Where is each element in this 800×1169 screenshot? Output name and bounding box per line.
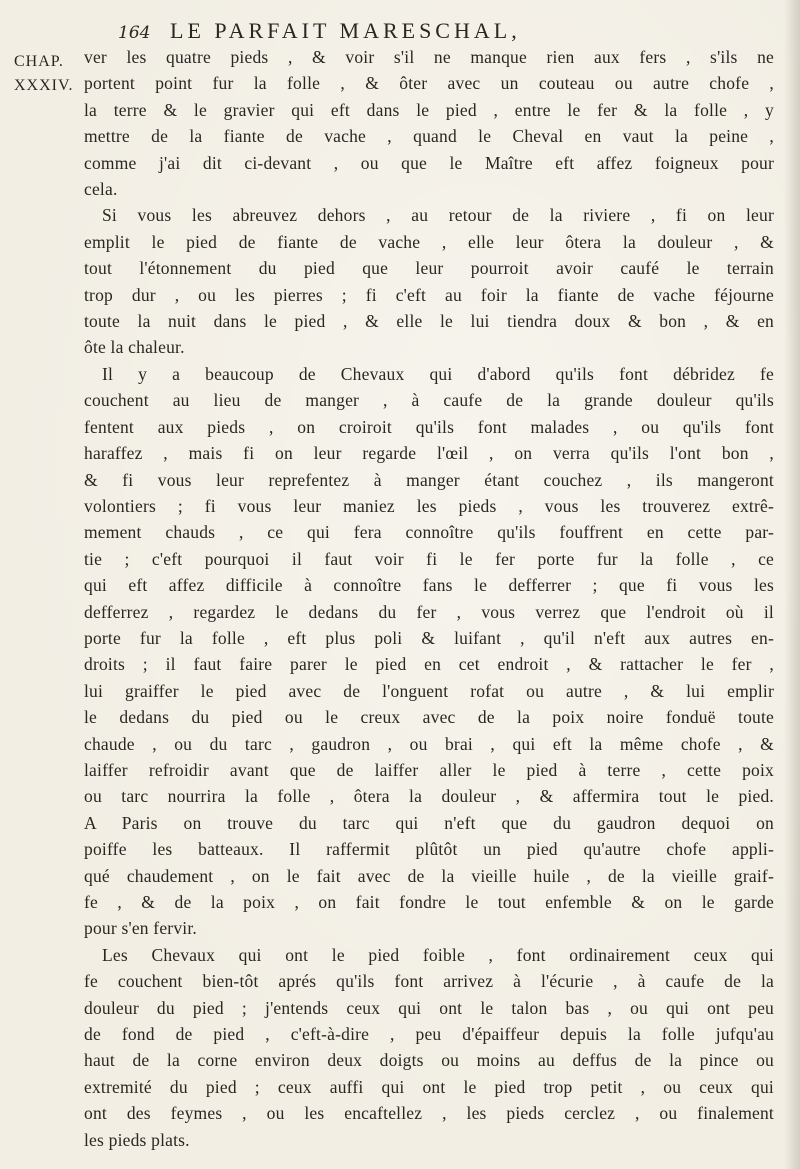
text-line: les pieds plats. xyxy=(84,1129,190,1150)
text-line: haraffez , mais fi on leur regarde l'œil , on verra qu'ils l'ont bon , xyxy=(84,443,774,464)
text-line: mement chauds , ce qui fera connoître qu'ils fouffrent en cette par- xyxy=(84,522,774,543)
text-line: fentent aux pieds , on croiroit qu'ils font malades , ou qu'ils font xyxy=(84,416,774,437)
text-line: ôte la chaleur. xyxy=(84,337,185,358)
page-edge-shadow xyxy=(784,0,800,1169)
text-line: volontiers ; fi vous leur maniez les pieds , vous les trouverez extrê- xyxy=(84,495,774,516)
text-line: trop dur , ou les pierres ; fi c'eft au foir la fiante de vache féjourne xyxy=(84,284,774,305)
text-line: toute la nuit dans le pied , & elle le lui tiendra doux & bon , & en xyxy=(84,311,774,332)
paragraph xyxy=(84,942,774,1153)
text-line: Si vous les abreuvez dehors , au retour de la riviere , fi on leur xyxy=(102,205,774,226)
text-line: droits ; il faut faire parer le pied en cet endroit , & rattacher le fer , xyxy=(84,654,774,675)
page-number: 164 xyxy=(118,23,151,43)
text-line: laiffer refroidir avant que de laiffer aller le pied à terre , cette poix xyxy=(84,759,774,780)
chapter-number: XXXIV. xyxy=(14,77,74,94)
text-line: la terre & le gravier qui eft dans le pied , entre le fer & la folle , y xyxy=(84,99,774,120)
text-line: haut de la corne environ deux doigts ou moins au deffus de la pince ou xyxy=(84,1050,774,1071)
chapter-label: CHAP. xyxy=(14,53,64,70)
chapter-margin-note xyxy=(14,50,74,98)
text-line: tie ; c'eft pourquoi il faut voir fi le fer porte fur la folle , ce xyxy=(84,548,774,569)
text-line: fe , & de la poix , on fait fondre le tout enfemble & on le garde xyxy=(84,892,774,912)
paragraph xyxy=(84,202,774,360)
text-line: A Paris on trouve du tarc qui n'eft que du gaudron dequoi on xyxy=(84,812,774,833)
text-line: le dedans du pied ou le creux avec de la poix noire fonduë toute xyxy=(84,707,774,728)
text-line: ou tarc nourrira la folle , ôtera la douleur , & affermira tout le pied. xyxy=(84,786,774,807)
text-line: poiffe les batteaux. Il raffermit plûtôt un pied qu'autre chofe appli- xyxy=(84,839,774,860)
text-line: defferrez , regardez le dedans du fer , vous verrez que l'endroit où il xyxy=(84,601,774,622)
text-line: pour s'en fervir. xyxy=(84,918,197,939)
text-line: de fond de pied , c'eft-à-dire , peu d'épaiffeur depuis la folle jufqu'au xyxy=(84,1024,774,1045)
text-line: ver les quatre pieds , & voir s'il ne manque rien aux fers , s'ils ne xyxy=(84,47,774,67)
text-line: chaude , ou du tarc , gaudron , ou brai , qui eft la même chofe , & xyxy=(84,733,774,754)
text-line: qui eft affez difficile à connoître fans le defferrer ; que fi vous les xyxy=(84,575,774,596)
running-title: LE PARFAIT MARESCHAL, xyxy=(170,18,521,43)
text-line: extremité du pied ; ceux auffi qui ont le pied trop petit , ou ceux qui xyxy=(84,1076,774,1097)
paragraph xyxy=(84,361,774,942)
text-line: & fi vous leur reprefentez à manger étant couchez , ils mangeront xyxy=(84,469,774,490)
text-line: cela. xyxy=(84,179,118,200)
text-line: ont des feymes , ou les encaftellez , les pieds cerclez , ou finalement xyxy=(84,1103,774,1124)
text-line: emplit le pied de fiante de vache , elle leur ôtera la douleur , & xyxy=(84,231,774,252)
text-line: mettre de la fiante de vache , quand le Cheval en vaut la peine , xyxy=(84,126,774,147)
text-line: qué chaudement , on le fait avec de la vieille huile , de la vieille graif- xyxy=(84,865,774,886)
text-line: Il y a beaucoup de Chevaux qui d'abord qu'ils font débridez fe xyxy=(102,363,774,384)
text-line: douleur du pied ; j'entends ceux qui ont le talon bas , ou qui ont peu xyxy=(84,997,774,1018)
paragraph xyxy=(84,44,774,202)
text-line: lui graiffer le pied avec de l'onguent rofat ou autre , & lui emplir xyxy=(84,680,774,701)
text-line: Les Chevaux qui ont le pied foible , font ordinairement ceux qui xyxy=(102,944,774,965)
text-line: comme j'ai dit ci-devant , ou que le Maître eft affez foigneux pour xyxy=(84,152,774,173)
text-line: fe couchent bien-tôt aprés qu'ils font arrivez à l'écurie , à caufe de la xyxy=(84,971,774,992)
text-line: porte fur la folle , eft plus poli & luifant , qu'il n'eft aux autres en- xyxy=(84,627,774,648)
body-text xyxy=(84,44,774,1153)
text-line: couchent au lieu de manger , à caufe de la grande douleur qu'ils xyxy=(84,390,774,411)
text-line: portent point fur la folle , & ôter avec un couteau ou autre chofe , xyxy=(84,73,774,94)
text-line: tout l'étonnement du pied que leur pourroit avoir caufé le terrain xyxy=(84,258,774,279)
